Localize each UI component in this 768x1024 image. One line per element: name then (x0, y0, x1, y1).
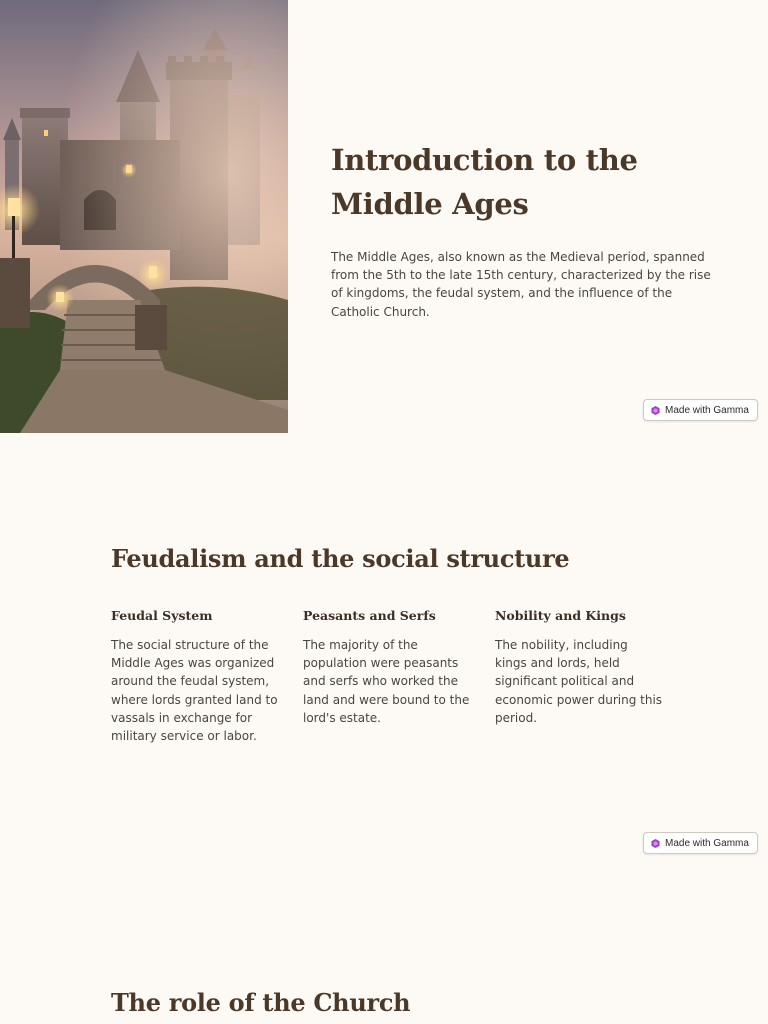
gamma-logo-icon (651, 839, 660, 848)
made-with-gamma-badge[interactable] (643, 832, 758, 854)
gamma-logo-icon (651, 406, 660, 415)
column-text: The majority of the population were peasants and serfs who worked the land and were bound to the lord's estate. (303, 638, 470, 725)
intro-text-block (331, 138, 731, 321)
church-title: The role of the Church (111, 988, 411, 1017)
feudalism-title: Feudalism and the social structure (111, 544, 570, 573)
castle-image (0, 0, 288, 433)
column-nobility-kings (495, 606, 687, 745)
column-heading: Feudal System (111, 608, 213, 623)
column-heading: Peasants and Serfs (303, 608, 436, 623)
intro-title: Introduction to the Middle Ages (331, 143, 638, 221)
intro-body: The Middle Ages, also known as the Medieval period, spanned from the 5th to the late 15th century, characterized by the rise of kingdoms, the feudal system, and the influence of the Catholic Church. (331, 250, 711, 319)
column-text: The nobility, including kings and lords, held significant political and economic power during this period. (495, 638, 663, 725)
gamma-badge-label: Made with Gamma (665, 837, 749, 849)
column-feudal-system (111, 606, 303, 745)
column-text: The social structure of the Middle Ages was organized around the feudal system, where lords granted land to vassals in exchange for military service or labor. (111, 638, 278, 744)
column-peasants-serfs (303, 606, 495, 745)
feudalism-columns (111, 606, 687, 745)
column-heading: Nobility and Kings (495, 608, 626, 623)
made-with-gamma-badge[interactable] (643, 399, 758, 421)
gamma-badge-label: Made with Gamma (665, 404, 749, 416)
slide-intro (0, 0, 768, 433)
